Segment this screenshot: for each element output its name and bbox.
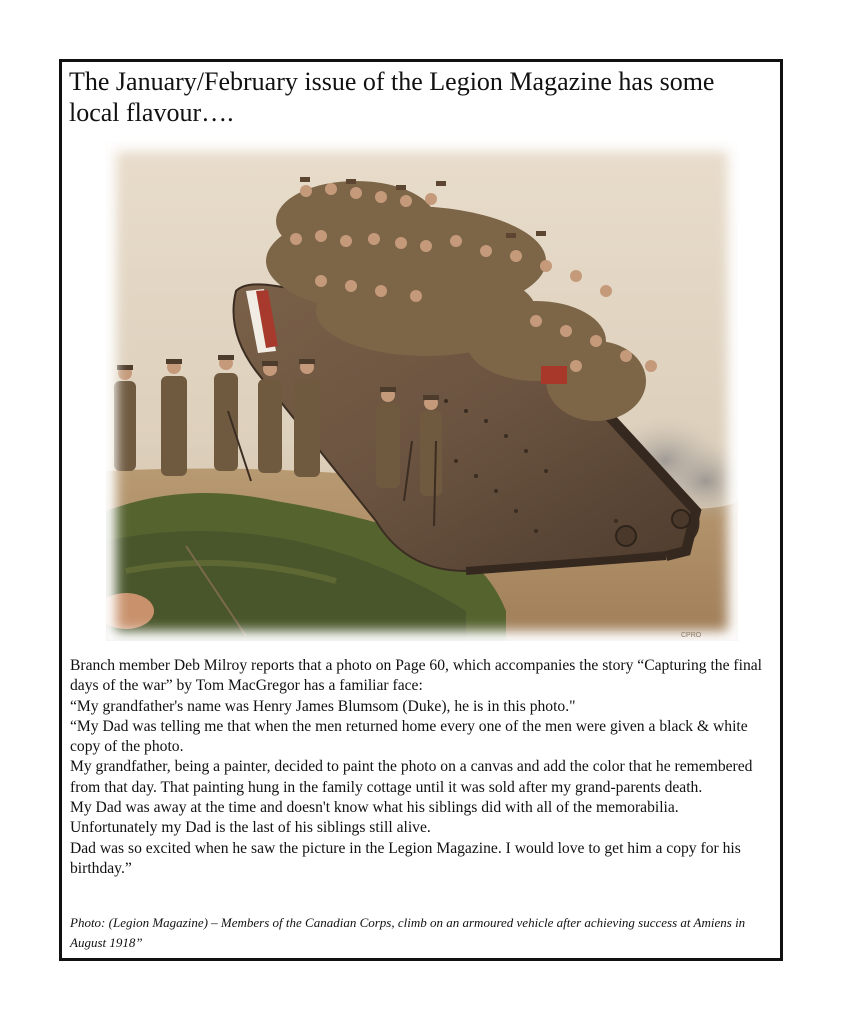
photo-watermark: CPRO — [681, 632, 702, 639]
article-paragraph: “My grandfather's name was Henry James Blumsom (Duke), he is in this photo." — [70, 697, 576, 715]
photo-caption: Photo: (Legion Magazine) – Members of the Canadian Corps, climb on an armoured vehicle after achieving success at Amiens in August 1918” — [70, 915, 746, 950]
headline: The January/February issue of the Legion Magazine has some local flavour…. — [69, 67, 715, 127]
article-paragraph: Unfortunately my Dad is the last of his siblings still alive. — [70, 819, 431, 837]
article-paragraph: “My Dad was telling me that when the men returned home every one of the men were given a black & white copy of the photo. — [70, 717, 748, 756]
article-paragraph: My grandfather, being a painter, decided to paint the photo on a canvas and add the color that he remembered from that day. That painting hung in the family cottage until it was sold after my grand-parents death. — [70, 758, 753, 796]
article-paragraph: Dad was so excited when he saw the picture in the Legion Magazine. I would love to get him a copy for his birthday.” — [70, 839, 741, 877]
article-frame — [59, 59, 783, 961]
article-body — [70, 656, 780, 879]
article-paragraph: My Dad was away at the time and doesn't know what his siblings did with all of the memorabilia. — [70, 799, 679, 817]
tank-photo-illustration — [106, 141, 738, 641]
tank-photo — [106, 141, 738, 641]
article-paragraph: Branch member Deb Milroy reports that a photo on Page 60, which accompanies the story “Capturing the final days of the war” by Tom MacGregor has a familiar face: — [70, 657, 763, 695]
